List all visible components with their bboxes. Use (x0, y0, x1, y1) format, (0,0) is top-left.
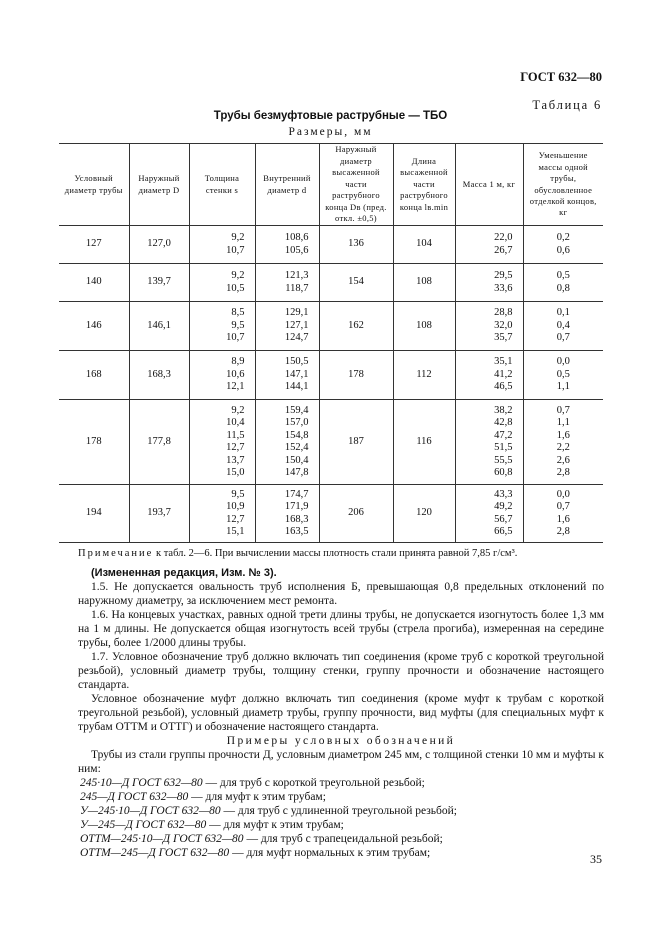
cell-value: 168,3 (284, 513, 309, 525)
cell-value: 1,1 (556, 381, 570, 393)
table-cell (255, 351, 319, 400)
table-subtitle: Размеры, мм (288, 126, 373, 138)
note-text: к табл. 2—6. При вычислении массы плотность стали принята равной 7,85 г/см³. (153, 548, 518, 559)
table-cell (523, 351, 603, 400)
example-line (78, 846, 604, 860)
cell-value: 129,1 (284, 307, 309, 319)
examples-list (78, 776, 604, 860)
table-cell (255, 302, 319, 351)
paragraph: 1.6. На концевых участках, равных одной трети длины трубы, не допускается изогнутость более 1,3 мм на 1 м длины. Не допускается общая изогнутость всей трубы (стрела прогиба), измеренная на середине трубы, более 1/2000 длины трубы. (78, 609, 604, 649)
cell-value: 0,7 (556, 501, 570, 512)
table-cell: 177,8 (129, 400, 189, 485)
example-description: — для труб с трапецеидальной резьбой; (243, 833, 443, 845)
example-code: У—245·10—Д ГОСТ 632—80 (80, 805, 221, 817)
cell-value: 2,6 (556, 454, 570, 466)
cell-value: 38,2 (494, 404, 513, 416)
table-cell: 194 (59, 485, 129, 543)
cell-value: 33,6 (494, 282, 513, 294)
cell-value: 105,6 (284, 244, 309, 256)
cell-value: 0,2 (556, 232, 570, 243)
cell-value: 26,7 (494, 244, 513, 256)
table-cell (455, 264, 523, 302)
cell-value: 2,8 (556, 526, 570, 537)
cell-value: 0,7 (556, 332, 570, 344)
cell-value: 9,5 (231, 488, 245, 500)
table-number: Таблица 6 (532, 98, 602, 112)
table-cell: 162 (319, 302, 393, 351)
cell-value: 108,6 (284, 232, 309, 243)
cell-value: 35,7 (494, 332, 513, 344)
table-row (59, 302, 603, 351)
cell-value: 0,8 (556, 282, 570, 294)
cell-value: 0,1 (556, 307, 570, 319)
table-cell (523, 226, 603, 264)
table-cell (523, 400, 603, 485)
document-code: ГОСТ 632—80 (520, 70, 602, 84)
cell-value: 8,9 (231, 356, 245, 368)
table-cell: 136 (319, 226, 393, 264)
cell-value: 9,2 (231, 270, 245, 281)
main-text (78, 566, 604, 860)
cell-value: 0,0 (556, 488, 570, 500)
example-code: У—245—Д ГОСТ 632—80 (80, 819, 207, 831)
column-header: Толщина стенки s (189, 144, 255, 226)
cell-value: 147,1 (284, 368, 309, 380)
cell-value: 12,1 (226, 381, 245, 393)
cell-value: 47,2 (494, 429, 513, 441)
cell-value: 32,0 (494, 319, 513, 331)
example-description: — для муфт к этим трубам; (206, 819, 344, 831)
table-row (59, 264, 603, 302)
cell-value: 9,5 (231, 319, 245, 331)
edition-note: (Измененная редакция, Изм. № 3). (91, 567, 277, 579)
cell-value: 0,5 (556, 368, 570, 380)
cell-value: 0,5 (556, 270, 570, 281)
table-row (59, 351, 603, 400)
example-code: 245—Д ГОСТ 632—80 (80, 791, 189, 803)
cell-value: 159,4 (284, 404, 309, 416)
cell-value: 15,0 (226, 467, 245, 478)
table-cell: 112 (393, 351, 455, 400)
example-code: ОТТМ—245·10—Д ГОСТ 632—80 (80, 833, 244, 845)
cell-value: 154,8 (284, 429, 309, 441)
table-cell (455, 226, 523, 264)
cell-value: 41,2 (494, 368, 513, 380)
table-cell (189, 226, 255, 264)
table-cell (189, 264, 255, 302)
cell-value: 29,5 (494, 270, 513, 281)
cell-value: 2,8 (556, 467, 570, 478)
table-title: Трубы безмуфтовые раструбные — ТБО (213, 110, 448, 122)
table-cell (255, 226, 319, 264)
cell-value: 49,2 (494, 501, 513, 512)
table-cell (455, 485, 523, 543)
column-header: Масса 1 м, кг (455, 144, 523, 226)
table-cell: 168,3 (129, 351, 189, 400)
column-header: Наружный диаметр D (129, 144, 189, 226)
table-cell: 139,7 (129, 264, 189, 302)
cell-value: 9,2 (231, 232, 245, 243)
page-number: 35 (590, 852, 602, 866)
table-cell (455, 351, 523, 400)
cell-value: 42,8 (494, 417, 513, 428)
cell-value: 0,6 (556, 244, 570, 256)
cell-value: 127,1 (284, 319, 309, 331)
cell-value: 144,1 (284, 381, 309, 393)
paragraph: 1.5. Не допускается овальность труб исполнения Б, превышающая 0,8 предельных отклонений по наружному диаметру, за исключением мест ремонта. (78, 581, 604, 607)
cell-value: 1,6 (556, 429, 570, 441)
paragraph: 1.7. Условное обозначение труб должно включать тип соединения (кроме труб с короткой треугольной резьбой), условный диаметр трубы, толщину стенки, группу прочности и обозначение настоящего стандарта. (78, 651, 604, 691)
examples-title: Примеры условных обозначений (226, 735, 456, 747)
column-header: Наружный диаметр высаженной части раструбного конца Dв (пред. откл. ±0,5) (319, 144, 393, 226)
table-cell (255, 400, 319, 485)
table-cell: 140 (59, 264, 129, 302)
table-cell (189, 485, 255, 543)
column-header: Внутренний диаметр d (255, 144, 319, 226)
cell-value: 51,5 (494, 442, 513, 453)
cell-value: 55,5 (494, 454, 513, 466)
example-line (78, 790, 604, 804)
cell-value: 2,2 (556, 442, 570, 453)
column-header: Условный диаметр трубы (59, 144, 129, 226)
cell-value: 10,5 (226, 282, 245, 294)
table-cell: 116 (393, 400, 455, 485)
cell-value: 0,4 (556, 319, 570, 331)
table-cell (255, 264, 319, 302)
column-header: Длина высаженной части раструбного конца lв.min (393, 144, 455, 226)
cell-value: 150,5 (284, 356, 309, 368)
example-code: ОТТМ—245—Д ГОСТ 632—80 (80, 847, 230, 859)
table-cell (189, 400, 255, 485)
example-line (78, 804, 604, 818)
table-cell: 104 (393, 226, 455, 264)
cell-value: 147,8 (284, 467, 309, 478)
example-line (78, 818, 604, 832)
table-cell (523, 485, 603, 543)
cell-value: 10,6 (226, 368, 245, 380)
table-note (78, 548, 604, 559)
table-cell: 193,7 (129, 485, 189, 543)
cell-value: 171,9 (284, 501, 309, 512)
table-cell (455, 302, 523, 351)
example-description: — для муфт к этим трубам; (188, 791, 326, 803)
cell-value: 60,8 (494, 467, 513, 478)
table-cell: 168 (59, 351, 129, 400)
cell-value: 8,5 (231, 307, 245, 319)
cell-value: 12,7 (226, 442, 245, 453)
table-cell: 146,1 (129, 302, 189, 351)
example-description: — для труб с удлиненной треугольной резьбой; (220, 805, 457, 817)
cell-value: 150,4 (284, 454, 309, 466)
table-cell: 178 (319, 351, 393, 400)
examples-intro: Трубы из стали группы прочности Д, условным диаметром 245 мм, с толщиной стенки 10 мм и муфты к ним: (78, 749, 604, 775)
cell-value: 121,3 (284, 270, 309, 281)
table-cell: 178 (59, 400, 129, 485)
cell-value: 9,2 (231, 404, 245, 416)
cell-value: 0,7 (556, 404, 570, 416)
cell-value: 10,7 (226, 244, 245, 256)
table-cell: 187 (319, 400, 393, 485)
cell-value: 174,7 (284, 488, 309, 500)
cell-value: 22,0 (494, 232, 513, 243)
cell-value: 66,5 (494, 526, 513, 537)
table-row (59, 400, 603, 485)
table-cell: 108 (393, 302, 455, 351)
table-cell (523, 302, 603, 351)
cell-value: 46,5 (494, 381, 513, 393)
example-line (78, 776, 604, 790)
example-code: 245·10—Д ГОСТ 632—80 (80, 777, 203, 789)
cell-value: 163,5 (284, 526, 309, 537)
cell-value: 35,1 (494, 356, 513, 368)
table-cell: 206 (319, 485, 393, 543)
cell-value: 10,7 (226, 332, 245, 344)
cell-value: 152,4 (284, 442, 309, 453)
column-header: Уменьшение массы одной трубы, обусловленное отделкой концов, кг (523, 144, 603, 226)
cell-value: 10,9 (226, 501, 245, 512)
table-cell: 108 (393, 264, 455, 302)
cell-value: 124,7 (284, 332, 309, 344)
table-row (59, 485, 603, 543)
table-cell (523, 264, 603, 302)
pipe-dimensions-table (59, 143, 603, 543)
table-header-row (59, 144, 603, 226)
table-cell: 154 (319, 264, 393, 302)
cell-value: 1,1 (556, 417, 570, 428)
paragraph: Условное обозначение муфт должно включать тип соединения (кроме муфт к трубам с короткой треугольной резьбой), условный диаметр трубы, группу прочности, вид муфты (для специальных муфт к трубам ОТТМ и ОТТГ) и обозначение настоящего стандарта. (78, 693, 604, 733)
cell-value: 118,7 (285, 282, 309, 294)
cell-value: 13,7 (226, 454, 245, 466)
table-cell (189, 351, 255, 400)
example-description: — для муфт нормальных к этим трубам; (229, 847, 431, 859)
table-cell: 127 (59, 226, 129, 264)
table-cell (255, 485, 319, 543)
table-row (59, 226, 603, 264)
cell-value: 15,1 (226, 526, 245, 537)
cell-value: 12,7 (226, 513, 245, 525)
example-description: — для труб с короткой треугольной резьбой; (202, 777, 425, 789)
cell-value: 0,0 (556, 356, 570, 368)
cell-value: 28,8 (494, 307, 513, 319)
cell-value: 10,4 (226, 417, 245, 428)
table-cell: 127,0 (129, 226, 189, 264)
example-line (78, 832, 604, 846)
table-cell: 146 (59, 302, 129, 351)
table-cell: 120 (393, 485, 455, 543)
table-cell (189, 302, 255, 351)
cell-value: 56,7 (494, 513, 513, 525)
cell-value: 1,6 (556, 513, 570, 525)
cell-value: 11,5 (226, 429, 245, 441)
cell-value: 43,3 (494, 488, 513, 500)
note-label: Примечание (78, 548, 154, 559)
table-cell (455, 400, 523, 485)
cell-value: 157,0 (284, 417, 309, 428)
